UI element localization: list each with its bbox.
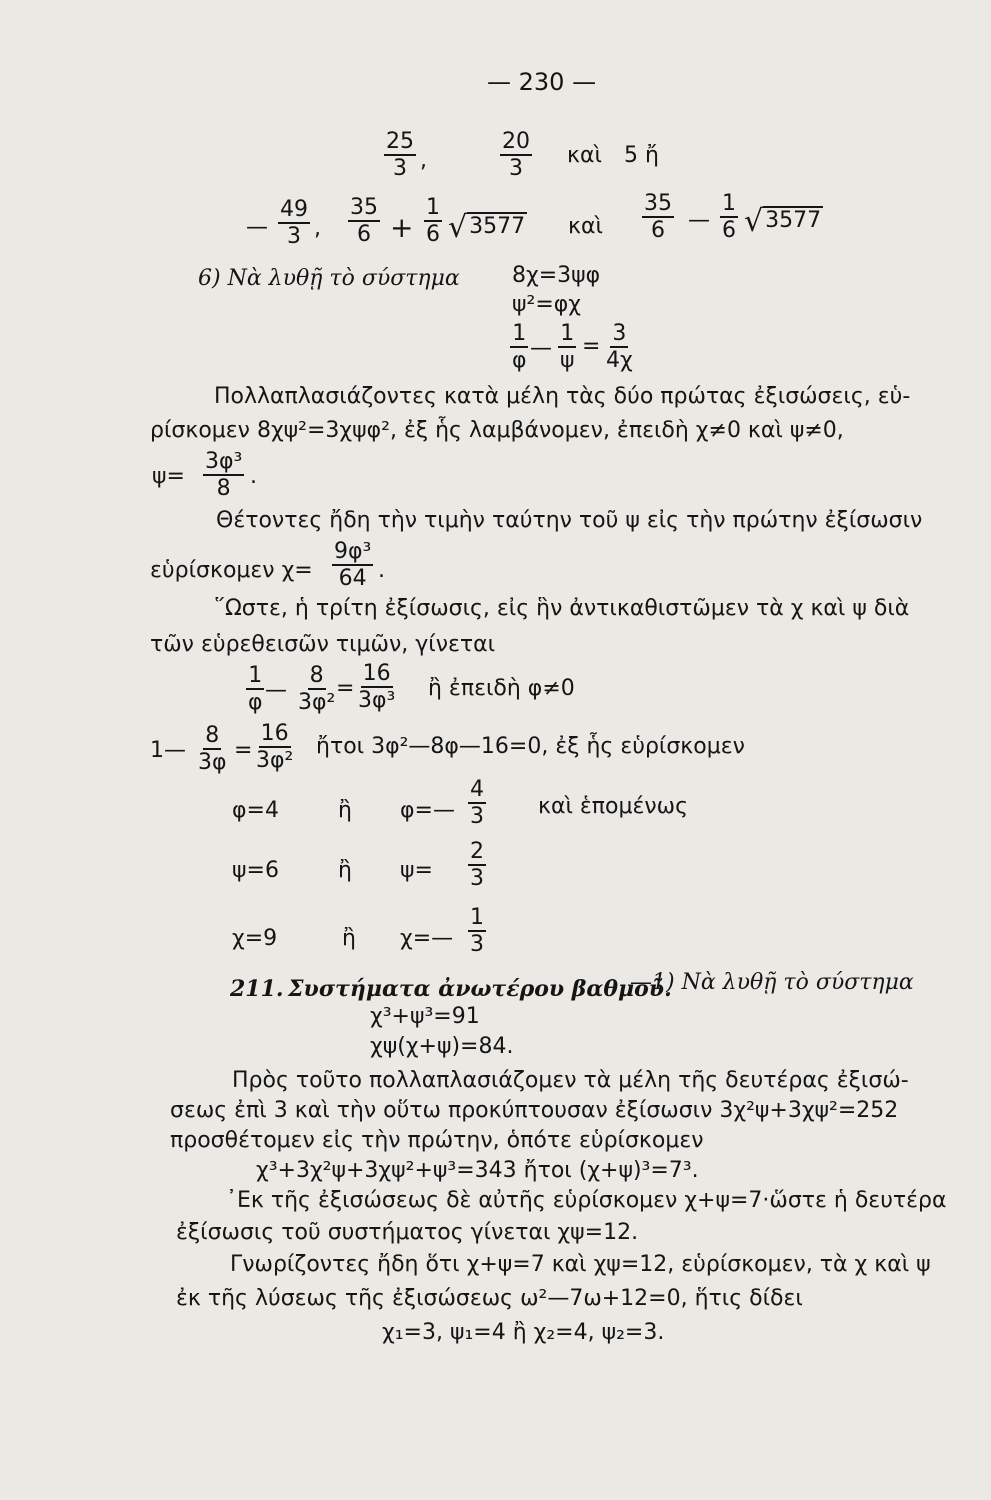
paragraph-line: ἐκ τῆς λύσεως τῆς ἐξισώσεως ω²—7ω+12=0, ἥτις δίδει bbox=[176, 1286, 803, 1311]
conjunction: καὶ bbox=[567, 143, 602, 168]
solution: φ=4 bbox=[232, 798, 279, 823]
solution: ψ= bbox=[400, 858, 433, 883]
fraction: $\frac{2}{3}$ bbox=[470, 839, 484, 892]
exercise-label: 6) Νὰ λυθῇ τὸ σύστημα bbox=[198, 266, 460, 291]
period: . bbox=[250, 464, 257, 489]
solution: χ=— bbox=[400, 926, 454, 951]
fraction: $\frac{1}{\varphi}$ bbox=[512, 321, 527, 374]
period: . bbox=[378, 558, 385, 583]
section-number: 211. bbox=[230, 976, 284, 1002]
minus-sign: — bbox=[265, 678, 287, 703]
text: 5 ἤ bbox=[624, 143, 659, 168]
equation: χ³+ψ³=91 bbox=[370, 1004, 480, 1029]
equation: 8χ=3ψφ bbox=[512, 263, 601, 288]
text: καὶ ἑπομένως bbox=[538, 794, 689, 819]
square-root: √3577 bbox=[744, 204, 822, 239]
equals-sign: = bbox=[336, 676, 355, 701]
equation: χ₁=3, ψ₁=4 ἢ χ₂=4, ψ₂=3. bbox=[382, 1320, 665, 1345]
text: ἤτοι 3φ²—8φ—16=0, ἐξ ἧς εὑρίσκομεν bbox=[316, 734, 745, 759]
fraction: $\frac{\text{3φ³}}{8}$ bbox=[205, 449, 243, 502]
comma: , bbox=[420, 148, 427, 173]
minus-sign: — bbox=[530, 336, 552, 361]
paragraph-line: προσθέτομεν εἰς τὴν πρώτην, ὁπότε εὑρίσκομεν bbox=[170, 1128, 704, 1153]
text: ἢ bbox=[342, 926, 356, 951]
paragraph-line: ᾿Εκ τῆς ἐξισώσεως δὲ αὐτῆς εὑρίσκομεν χ+ψ=7·ὥστε ἡ δευτέρα bbox=[226, 1188, 947, 1213]
fraction: $\frac{8}{3\varphi}$ bbox=[198, 723, 227, 776]
fraction: $\frac{1}{6}$ bbox=[722, 191, 736, 244]
fraction: $\frac{49}{3}$ bbox=[280, 197, 308, 250]
paragraph-line: σεως ἐπὶ 3 καὶ τὴν οὕτω προκύπτουσαν ἐξίσωσιν 3χ²ψ+3χψ²=252 bbox=[170, 1098, 899, 1123]
conjunction: καὶ bbox=[568, 214, 603, 239]
equation: χψ(χ+ψ)=84. bbox=[370, 1034, 514, 1059]
paragraph-line: Θέτοντες ἤδη τὴν τιμὴν ταύτην τοῦ ψ εἰς τὴν πρώτην ἐξίσωσιν bbox=[216, 508, 923, 533]
equation: ψ= bbox=[152, 464, 185, 489]
equation: χ³+3χ²ψ+3χψ²+ψ³=343 ἤτοι (χ+ψ)³=7³. bbox=[256, 1158, 699, 1183]
fraction: $\frac{1}{6}$ bbox=[426, 195, 440, 248]
equation: 1— bbox=[150, 738, 186, 763]
fraction: $\frac{16}{\text{3φ²}}$ bbox=[256, 721, 294, 774]
fraction: $\frac{35}{6}$ bbox=[644, 191, 672, 244]
fraction: $\frac{35}{6}$ bbox=[350, 195, 378, 248]
fraction: $\frac{20}{3}$ bbox=[502, 129, 530, 182]
solution: ψ=6 bbox=[232, 858, 279, 883]
equals-sign: = bbox=[234, 738, 253, 763]
paragraph-line: ῞Ωστε, ἡ τρίτη ἐξίσωσις, εἰς ἣν ἀντικαθιστῶμεν τὰ χ καὶ ψ διὰ bbox=[214, 596, 910, 621]
equals-sign: = bbox=[582, 334, 601, 359]
fraction: $\frac{25}{3}$ bbox=[386, 129, 414, 182]
square-root: √3577 bbox=[448, 210, 526, 245]
paragraph-line: Πολλαπλασιάζοντες κατὰ μέλη τὰς δύο πρώτας ἐξισώσεις, εὑ- bbox=[214, 384, 911, 409]
solution: φ=— bbox=[400, 798, 455, 823]
paragraph-line: Γνωρίζοντες ἤδη ὅτι χ+ψ=7 καὶ χψ=12, εὑρίσκομεν, τὰ χ καὶ ψ bbox=[230, 1252, 931, 1277]
fraction: $\frac{16}{\text{3φ³}}$ bbox=[358, 661, 396, 714]
text: ἢ bbox=[338, 858, 352, 883]
section-title: Συστήματα ἀνωτέρου βαθμοῦ. bbox=[288, 976, 672, 1002]
fraction: $\frac{8}{\text{3φ²}}$ bbox=[298, 663, 336, 716]
paragraph-line: ρίσκομεν 8χψ²=3χψφ², ἐξ ἧς λαμβάνομεν, ἐπειδὴ χ≠0 καὶ ψ≠0, bbox=[150, 418, 844, 443]
fraction: $\frac{1}{\varphi}$ bbox=[248, 663, 263, 716]
minus-sign: — bbox=[246, 215, 268, 240]
paragraph-line: τῶν εὑρεθεισῶν τιμῶν, γίνεται bbox=[150, 632, 496, 657]
fraction: $\frac{1}{\psi}$ bbox=[560, 321, 575, 374]
equation: ψ²=φχ bbox=[512, 292, 581, 317]
fraction: $\frac{\text{9φ³}}{64}$ bbox=[334, 539, 372, 592]
solution: χ=9 bbox=[232, 926, 278, 951]
paragraph-line: εὑρίσκομεν χ= bbox=[150, 558, 313, 583]
text: ἢ ἐπειδὴ φ≠0 bbox=[428, 676, 575, 701]
plus-sign: + bbox=[390, 211, 414, 244]
section-intro: —1) Νὰ λυθῇ τὸ σύστημα bbox=[630, 970, 914, 995]
page-number: — 230 — bbox=[487, 68, 597, 96]
minus-sign: — bbox=[688, 208, 710, 233]
comma: , bbox=[314, 216, 321, 241]
fraction: $\frac{4}{3}$ bbox=[470, 777, 484, 830]
paragraph-line: ἐξίσωσις τοῦ συστήματος γίνεται χψ=12. bbox=[176, 1220, 639, 1245]
fraction: $\frac{3}{4\chi}$ bbox=[606, 321, 633, 374]
text: ἢ bbox=[338, 798, 352, 823]
paragraph-line: Πρὸς τοῦτο πολλαπλασιάζομεν τὰ μέλη τῆς δευτέρας ἐξισώ- bbox=[232, 1068, 909, 1093]
fraction: $\frac{1}{3}$ bbox=[470, 905, 484, 958]
